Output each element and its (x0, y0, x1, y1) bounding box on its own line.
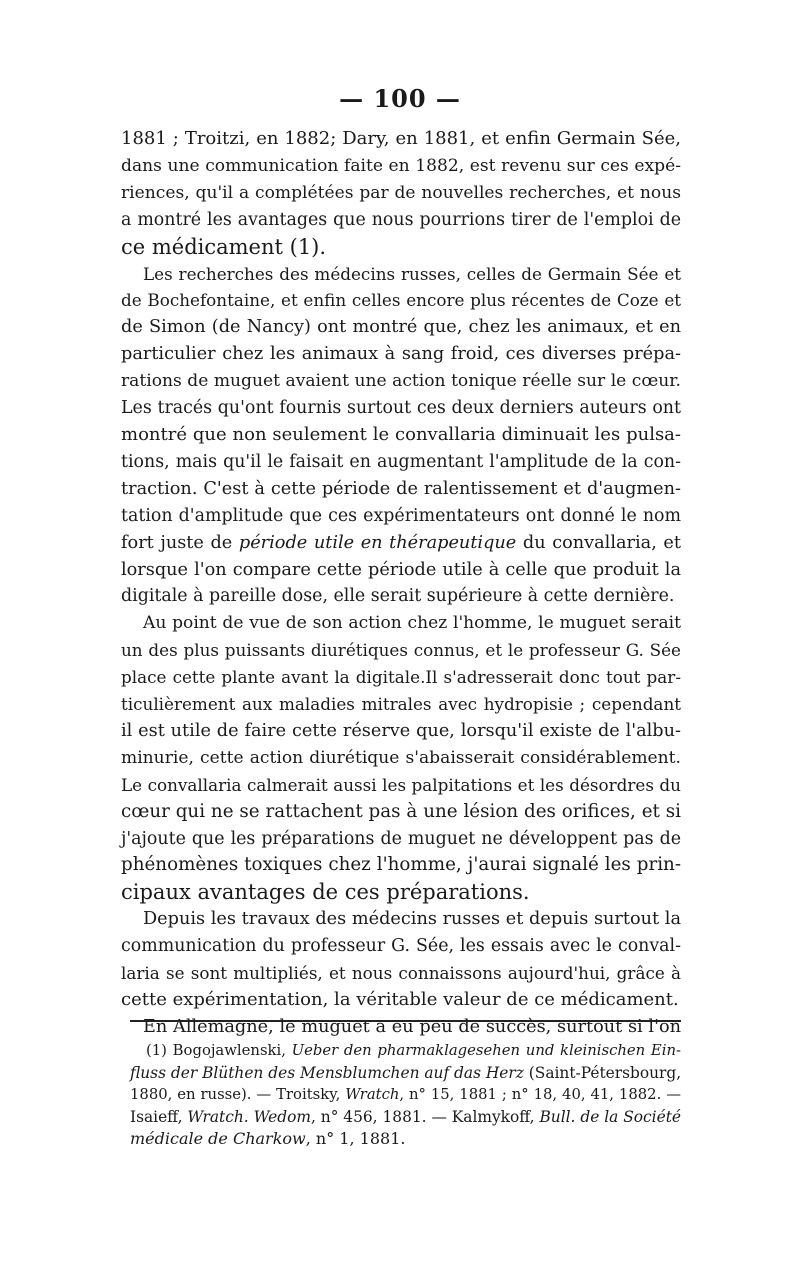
text-run: , n° 1, 1881. (305, 1129, 406, 1148)
text-line: phénomènes toxiques chez l'homme, j'aurai signalé les prin- (121, 854, 681, 876)
italic-title: Bull. de la Société (539, 1108, 682, 1126)
footnote-divider (130, 1020, 681, 1022)
paragraph-start: Au point de vue de son action chez l'homme, le muguet serait (143, 613, 681, 634)
footnote-line (130, 1084, 681, 1106)
italic-term: période utile en thérapeutique (238, 532, 517, 553)
footnote-line (130, 1040, 681, 1062)
text-line: Les tracés qu'ont fournis surtout ces deux derniers auteurs ont (121, 398, 681, 419)
text-line: laria se sont multipliés, et nous connaissons aujourd'hui, grâce à (121, 963, 681, 984)
text-run: , n° 456, 1881. — Kalmykoff, (310, 1108, 540, 1126)
text-line: j'ajoute que les préparations de muguet ne développent pas de (121, 828, 681, 849)
text-line: cipaux avantages de ces préparations. (121, 880, 530, 905)
paragraph-start: Les recherches des médecins russes, celles de Germain Sée et (143, 263, 681, 284)
text-run: Isaieff, (130, 1108, 188, 1126)
text-line: 1881 ; Troitzi, en 1882; Dary, en 1881, et enfin Germain Sée, (121, 128, 681, 149)
text-line: riences, qu'il a complétées par de nouvelles recherches, et nous (121, 182, 681, 203)
footnote-line (130, 1128, 681, 1150)
text-line: Le convallaria calmerait aussi les palpitations et les désordres du (121, 774, 681, 795)
text-line (121, 530, 681, 557)
text-line: cette expérimentation, la véritable valeur de ce médicament. (121, 989, 679, 1010)
text-run: , n° 15, 1881 ; n° 18, 40, 41, 1882. — (399, 1086, 681, 1103)
text-line: digitale à pareille dose, elle serait supérieure à cette dernière. (121, 586, 675, 607)
body-text (121, 126, 681, 1041)
italic-title: fluss der Blüthen des Mensblumchen auf das Herz (130, 1064, 524, 1082)
text-line: minurie, cette action diurétique s'abaisserait considérablement. (121, 747, 681, 768)
paragraph-start: Depuis les travaux des médecins russes et depuis surtout la (143, 909, 681, 930)
text-line: un des plus puissants diurétiques connus, et le professeur G. Sée (121, 640, 681, 661)
text-line: particulier chez les animaux à sang froid, ces diverses prépa- (121, 344, 681, 365)
italic-title: Ueber den pharmaklagesehen und kleinischen Ein- (291, 1042, 681, 1059)
italic-title: Wratch (345, 1086, 400, 1103)
text-run: fort juste de (121, 532, 239, 553)
text-line: communication du professeur G. Sée, les essais avec le conval- (121, 936, 681, 957)
text-run: (Saint-Pétersbourg, (523, 1064, 682, 1082)
text-line: rations de muguet avaient une action tonique réelle sur le cœur. (121, 371, 681, 392)
italic-title: Wratch. Wedom (187, 1108, 311, 1126)
page-number: — 100 — (339, 84, 461, 113)
text-run: (1) Bogojawlenski, (146, 1042, 292, 1059)
text-line: de Bochefontaine, et enfin celles encore plus récentes de Coze et (121, 290, 681, 311)
text-run: du convallaria, et (516, 532, 681, 553)
text-line: ticulièrement aux maladies mitrales avec hydropisie ; cependant (121, 694, 681, 715)
italic-title: médicale de Charkow (130, 1129, 306, 1148)
footnote-line (130, 1062, 681, 1084)
text-line: traction. C'est à cette période de ralentissement et d'augmen- (121, 478, 681, 499)
paragraph-start: En Allemagne, le muguet a eu peu de succès, surtout si l'on (143, 1016, 681, 1037)
text-line: tation d'amplitude que ces expérimentateurs ont donné le nom (121, 505, 681, 526)
text-line: tions, mais qu'il le faisait en augmentant l'amplitude de la con- (121, 451, 681, 472)
text-line: de Simon (de Nancy) ont montré que, chez les animaux, et en (121, 317, 681, 338)
text-line: cœur qui ne se rattachent pas à une lésion des orifices, et si (121, 800, 681, 822)
text-line: il est utile de faire cette réserve que, lorsqu'il existe de l'albu- (121, 720, 681, 741)
text-line: a montré les avantages que nous pourrions tirer de l'emploi de (121, 209, 681, 230)
text-line: dans une communication faite en 1882, est revenu sur ces expé- (121, 155, 681, 176)
text-run: 1880, en russe). — Troitsky, (130, 1086, 346, 1103)
footnote (130, 1040, 681, 1150)
text-line: montré que non seulement le convallaria diminuait les pulsa- (121, 423, 681, 445)
text-line: ce médicament (1). (121, 234, 327, 259)
text-line: place cette plante avant la digitale.Il s'adresserait donc tout par- (121, 667, 681, 688)
footnote-line (130, 1106, 681, 1128)
text-line: lorsque l'on compare cette période utile à celle que produit la (121, 559, 681, 580)
